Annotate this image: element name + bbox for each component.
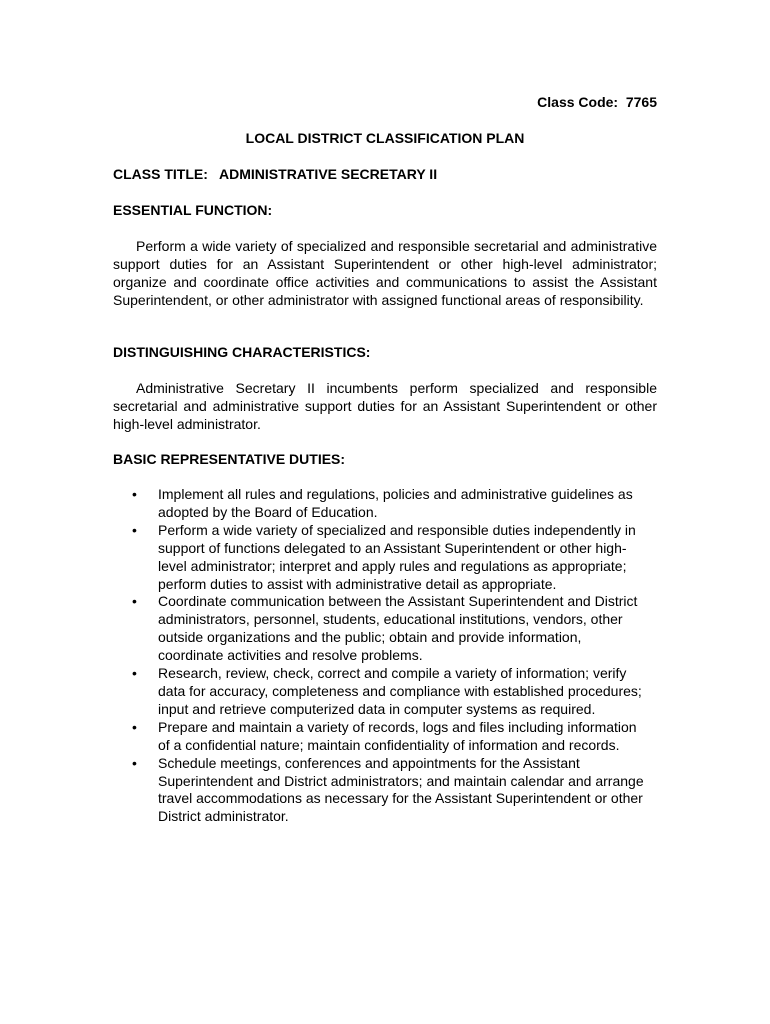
duty-text: Coordinate communication between the Assistant Superintendent and District administrators, personnel, students, educational institutions, vendors, other outside organizations and the public; obtain and provide information, coordinate activities and resolve problems. [158, 593, 638, 664]
class-code: Class Code: 7765 [537, 94, 657, 110]
essential-function-text: Perform a wide variety of specialized and responsible secretarial and administrative support duties for an Assistant Superintendent or other high-level administrator; organize and coordinate office activities and communications to assist the Assistant Superintendent, or other administrator with assigned functional areas of responsibility. [113, 238, 657, 308]
bullet-icon: • [132, 593, 137, 610]
duties-heading: BASIC REPRESENTATIVE DUTIES: [113, 451, 346, 467]
class-title: CLASS TITLE: ADMINISTRATIVE SECRETARY II [113, 166, 438, 182]
duty-text: Prepare and maintain a variety of records, logs and files including information of a confidential nature; maintain confidentiality of information and records. [158, 718, 637, 753]
duties-list [113, 486, 657, 826]
distinguishing-text: Administrative Secretary II incumbents perform specialized and responsible secretarial and administrative support duties for an Assistant Superintendent or other high-level administrator. [113, 380, 657, 432]
bullet-icon: • [132, 665, 137, 682]
bullet-icon: • [132, 486, 137, 502]
bullet-icon: • [132, 718, 137, 735]
duty-text: Implement all rules and regulations, policies and administrative guidelines as adopted by the Board of Education. [158, 486, 633, 520]
plan-title: LOCAL DISTRICT CLASSIFICATION PLAN [245, 130, 525, 146]
bullet-icon: • [132, 521, 137, 538]
list-item [113, 486, 657, 522]
duty-text: Perform a wide variety of specialized and responsible duties independently in support of functions delegated to an Assistant Superintendent or other high-level administrator; interpret and apply rules and regulations as appropriate; perform duties to assist with administrative detail as appropriate. [158, 521, 636, 592]
list-item [113, 719, 657, 755]
essential-function-heading: ESSENTIAL FUNCTION: [113, 202, 273, 218]
list-item [113, 665, 657, 719]
list-item [113, 755, 657, 827]
distinguishing-heading: DISTINGUISHING CHARACTERISTICS: [113, 344, 371, 360]
duty-text: Research, review, check, correct and compile a variety of information; verify data for accuracy, completeness and compliance with established procedures; input and retrieve computerized data in computer systems as required. [158, 665, 642, 717]
bullet-icon: • [132, 754, 137, 771]
list-item [113, 593, 657, 665]
duty-text: Schedule meetings, conferences and appointments for the Assistant Superintendent and District administrators; and maintain calendar and arrange travel accommodations as necessary for the Assistant Superintendent or other District administrator. [158, 754, 644, 825]
list-item [113, 522, 657, 594]
